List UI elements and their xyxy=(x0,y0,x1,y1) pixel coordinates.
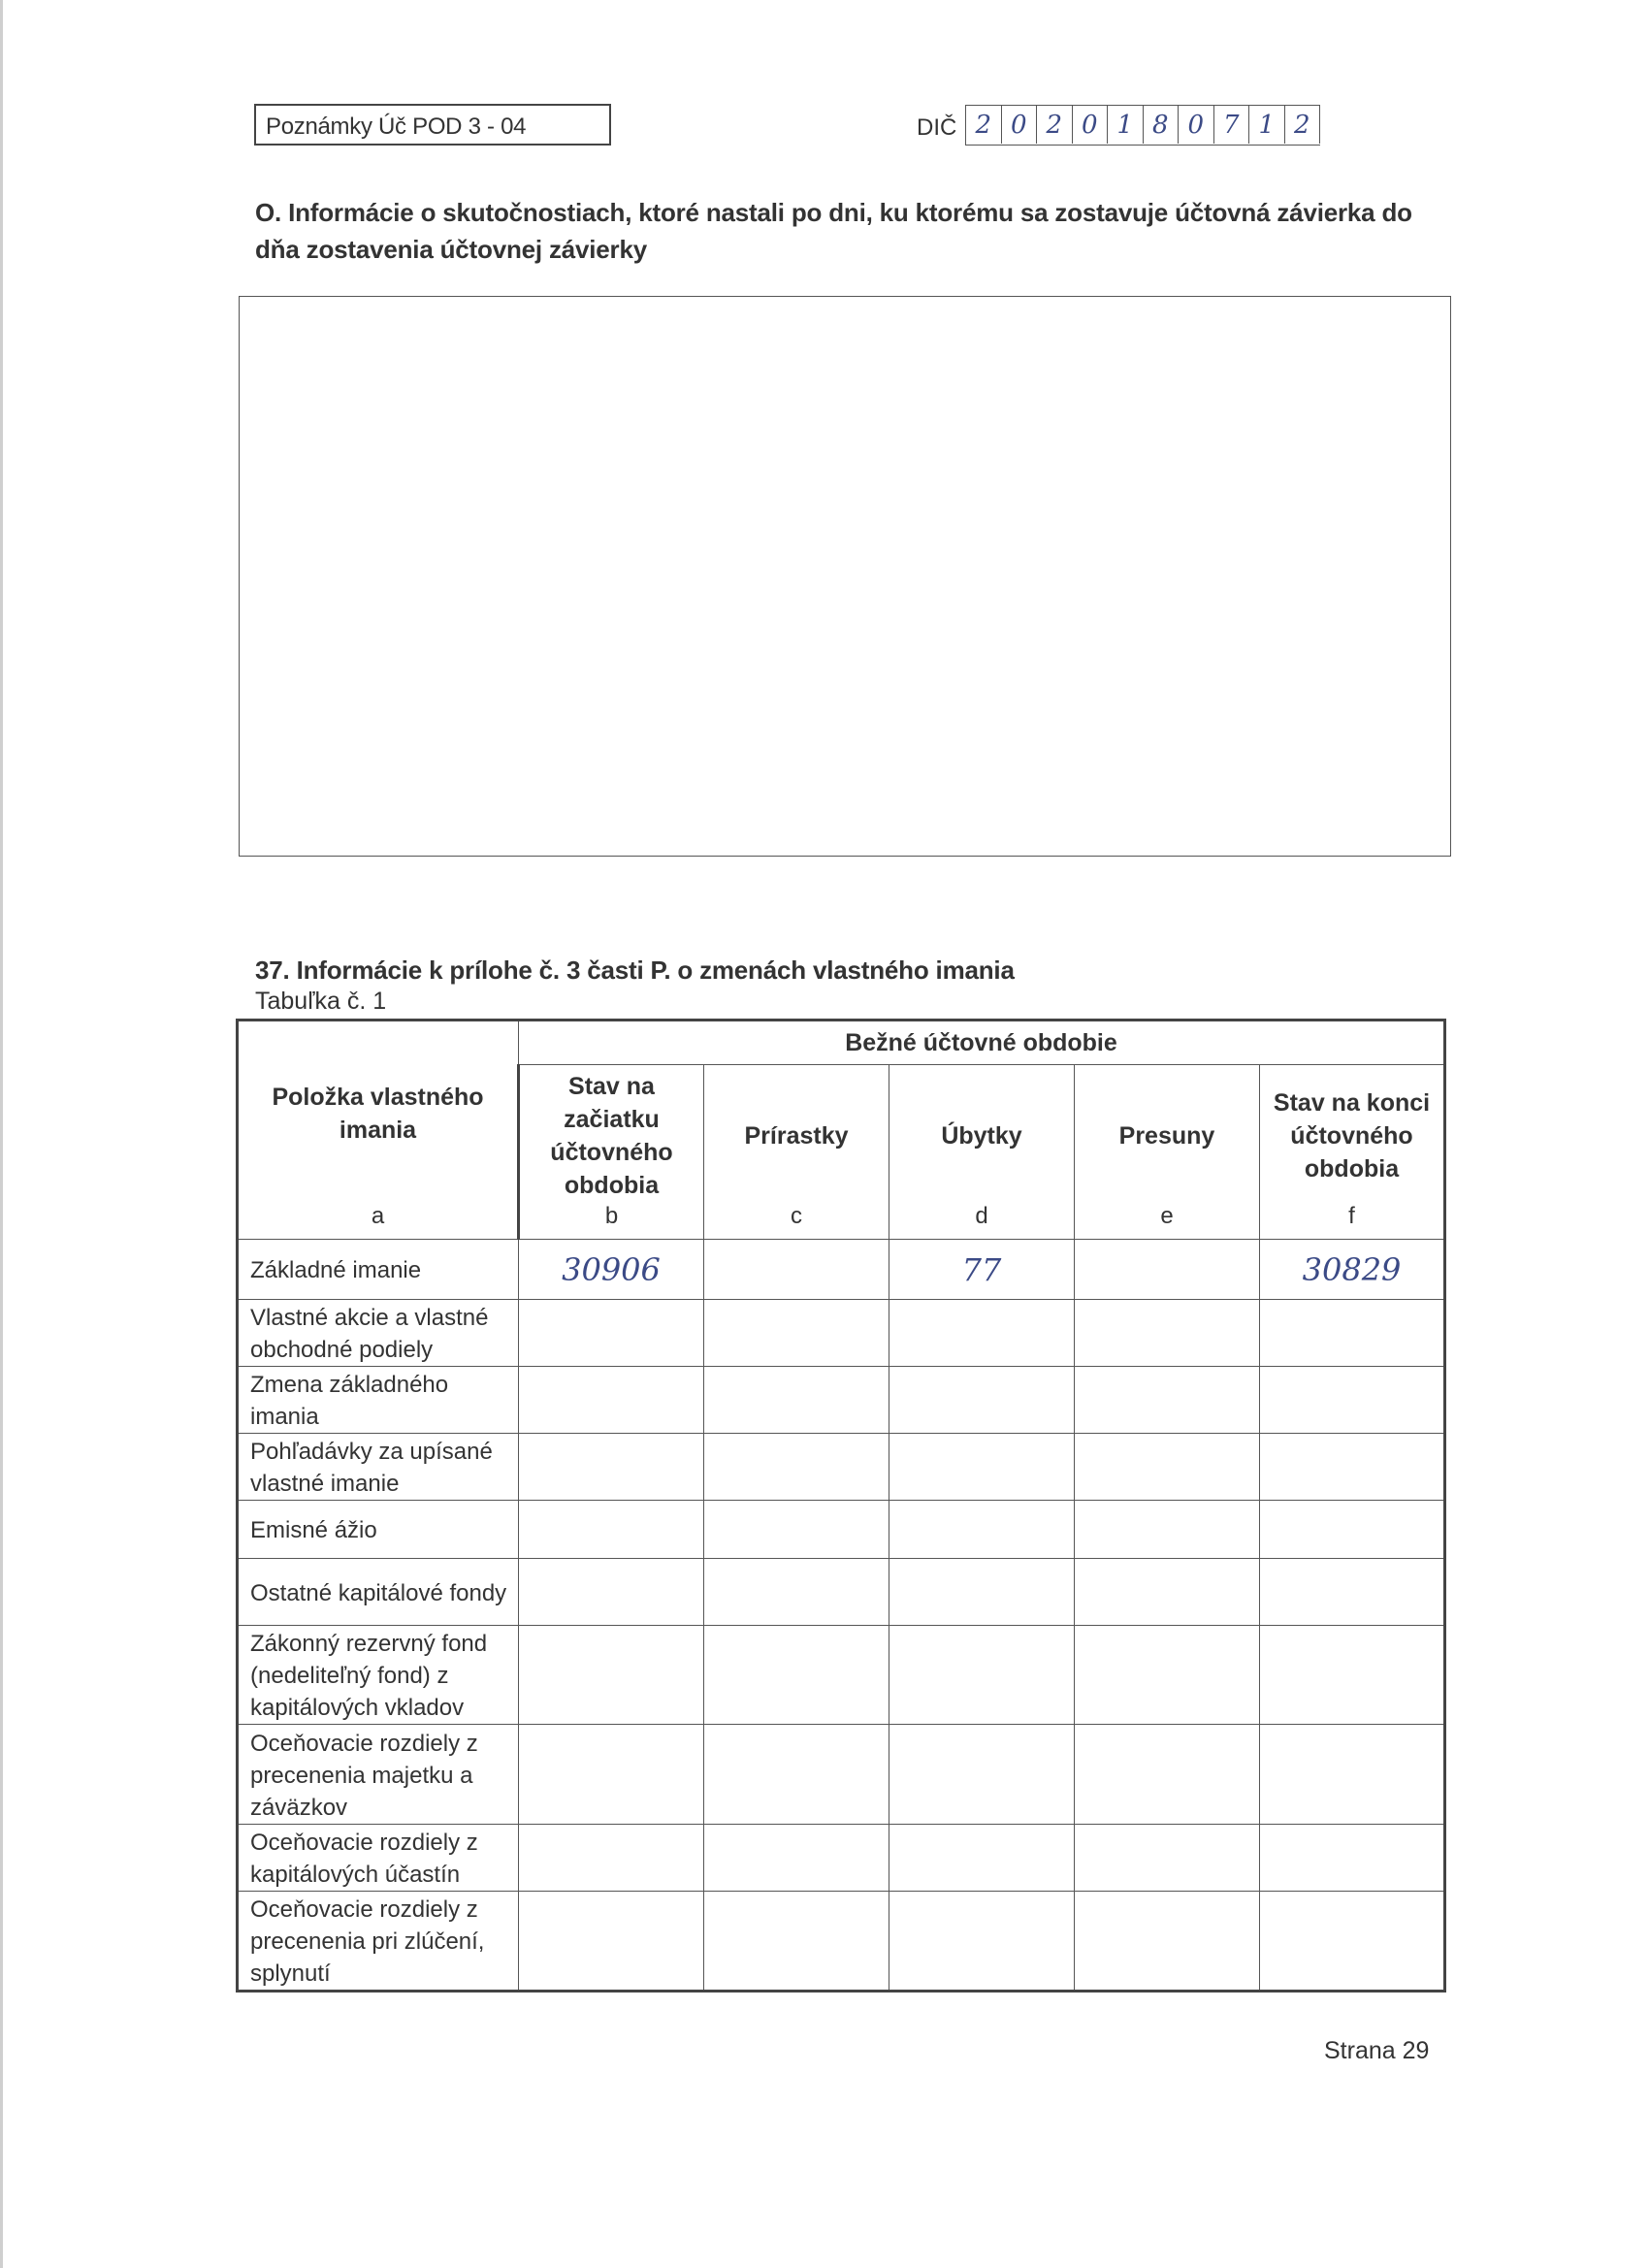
table-row xyxy=(238,1300,1445,1367)
cell-d xyxy=(889,1725,1075,1825)
row-label: Vlastné akcie a vlastné obchodné podiely xyxy=(238,1300,519,1367)
cell-d xyxy=(889,1825,1075,1892)
cell-d xyxy=(889,1434,1075,1501)
dic-digit: 1 xyxy=(1108,106,1144,144)
cell-e xyxy=(1075,1240,1260,1300)
column-header-e: Presuny e xyxy=(1075,1065,1260,1240)
table-row xyxy=(238,1892,1445,1992)
column-letter: f xyxy=(1348,1203,1355,1229)
row-label: Základné imanie xyxy=(238,1240,519,1300)
cell-c xyxy=(704,1825,889,1892)
column-header-f: Stav na konci účtovného obdobia f xyxy=(1260,1065,1445,1240)
column-header-a: Položka vlastného imania a xyxy=(238,1021,519,1240)
table-row xyxy=(238,1626,1445,1725)
table-row xyxy=(238,1559,1445,1626)
table-label: Tabuľka č. 1 xyxy=(255,988,387,1015)
column-letter: b xyxy=(604,1203,619,1229)
cell-e xyxy=(1075,1559,1260,1626)
dic-boxes xyxy=(965,105,1320,146)
cell-f xyxy=(1260,1626,1445,1725)
dic-digit: 7 xyxy=(1214,106,1250,144)
cell-d: 77 xyxy=(889,1240,1075,1300)
cell-b xyxy=(519,1501,704,1559)
section-o-title: O. Informácie o skutočnostiach, ktoré nastali po dni, ku ktorému sa zostavuje účtovná závierka do dňa zostavenia účtovnej závierky xyxy=(255,198,1412,264)
cell-c xyxy=(704,1559,889,1626)
cell-f xyxy=(1260,1367,1445,1434)
cell-d xyxy=(889,1559,1075,1626)
cell-b xyxy=(519,1892,704,1992)
dic-digit: 0 xyxy=(1073,106,1109,144)
dic-digit: 8 xyxy=(1144,106,1180,144)
column-header-b: Stav na začiatku účtovného obdobia b xyxy=(519,1065,704,1240)
form-code: Poznámky Úč POD 3 - 04 xyxy=(266,113,527,140)
column-letter: e xyxy=(1160,1203,1174,1229)
cell-b xyxy=(519,1626,704,1725)
cell-c xyxy=(704,1725,889,1825)
group-header: Bežné účtovné obdobie xyxy=(519,1021,1445,1065)
scan-edge xyxy=(0,0,3,2268)
table-row xyxy=(238,1367,1445,1434)
cell-b xyxy=(519,1559,704,1626)
column-letter: c xyxy=(791,1203,802,1229)
row-label: Oceňovacie rozdiely z precenenia majetku a záväzkov xyxy=(238,1725,519,1825)
cell-c xyxy=(704,1367,889,1434)
row-label: Pohľadávky za upísané vlastné imanie xyxy=(238,1434,519,1501)
page-number: Strana 29 xyxy=(1324,2037,1430,2064)
cell-e xyxy=(1075,1300,1260,1367)
section-o-text-area xyxy=(239,296,1451,857)
cell-e xyxy=(1075,1825,1260,1892)
cell-c xyxy=(704,1892,889,1992)
table-row xyxy=(238,1725,1445,1825)
equity-changes-table xyxy=(236,1019,1446,1993)
cell-f: 30829 xyxy=(1260,1240,1445,1300)
dic-digit: 1 xyxy=(1249,106,1285,144)
cell-b xyxy=(519,1300,704,1367)
cell-e xyxy=(1075,1501,1260,1559)
table-row xyxy=(238,1501,1445,1559)
cell-e xyxy=(1075,1892,1260,1992)
cell-f xyxy=(1260,1434,1445,1501)
cell-f xyxy=(1260,1825,1445,1892)
cell-b xyxy=(519,1367,704,1434)
row-label: Oceňovacie rozdiely z precenenia pri zlúčení, splynutí xyxy=(238,1892,519,1992)
cell-f xyxy=(1260,1892,1445,1992)
section-37-title: 37. Informácie k prílohe č. 3 časti P. o zmenách vlastného imania xyxy=(255,956,1015,985)
cell-f xyxy=(1260,1725,1445,1825)
row-label: Zákonný rezervný fond (nedeliteľný fond) z kapitálových vkladov xyxy=(238,1626,519,1725)
cell-d xyxy=(889,1300,1075,1367)
table-row xyxy=(238,1434,1445,1501)
column-header-c: Prírastky c xyxy=(704,1065,889,1240)
row-label: Ostatné kapitálové fondy xyxy=(238,1559,519,1626)
cell-d xyxy=(889,1501,1075,1559)
column-header-d: Úbytky d xyxy=(889,1065,1075,1240)
table-row xyxy=(238,1825,1445,1892)
cell-f xyxy=(1260,1559,1445,1626)
cell-b xyxy=(519,1825,704,1892)
cell-d xyxy=(889,1626,1075,1725)
cell-b: 30906 xyxy=(519,1240,704,1300)
cell-e xyxy=(1075,1367,1260,1434)
dic-digit: 2 xyxy=(1037,106,1073,144)
dic-digit: 2 xyxy=(966,106,1002,144)
cell-d xyxy=(889,1892,1075,1992)
cell-c xyxy=(704,1501,889,1559)
cell-e xyxy=(1075,1434,1260,1501)
cell-c xyxy=(704,1300,889,1367)
cell-b xyxy=(519,1434,704,1501)
dic-label: DIČ xyxy=(917,114,957,141)
cell-d xyxy=(889,1367,1075,1434)
table-row xyxy=(238,1240,1445,1300)
row-label: Oceňovacie rozdiely z kapitálových účastín xyxy=(238,1825,519,1892)
cell-c xyxy=(704,1434,889,1501)
cell-c xyxy=(704,1240,889,1300)
column-letter: a xyxy=(371,1203,385,1229)
dic-digit: 0 xyxy=(1179,106,1214,144)
form-code-box xyxy=(254,104,611,146)
row-label: Emisné ážio xyxy=(238,1501,519,1559)
cell-c xyxy=(704,1626,889,1725)
cell-f xyxy=(1260,1300,1445,1367)
cell-e xyxy=(1075,1725,1260,1825)
dic-digit: 2 xyxy=(1285,106,1321,144)
row-label: Zmena základného imania xyxy=(238,1367,519,1434)
cell-b xyxy=(519,1725,704,1825)
dic-digit: 0 xyxy=(1002,106,1038,144)
column-letter: d xyxy=(975,1203,988,1229)
cell-e xyxy=(1075,1626,1260,1725)
cell-f xyxy=(1260,1501,1445,1559)
